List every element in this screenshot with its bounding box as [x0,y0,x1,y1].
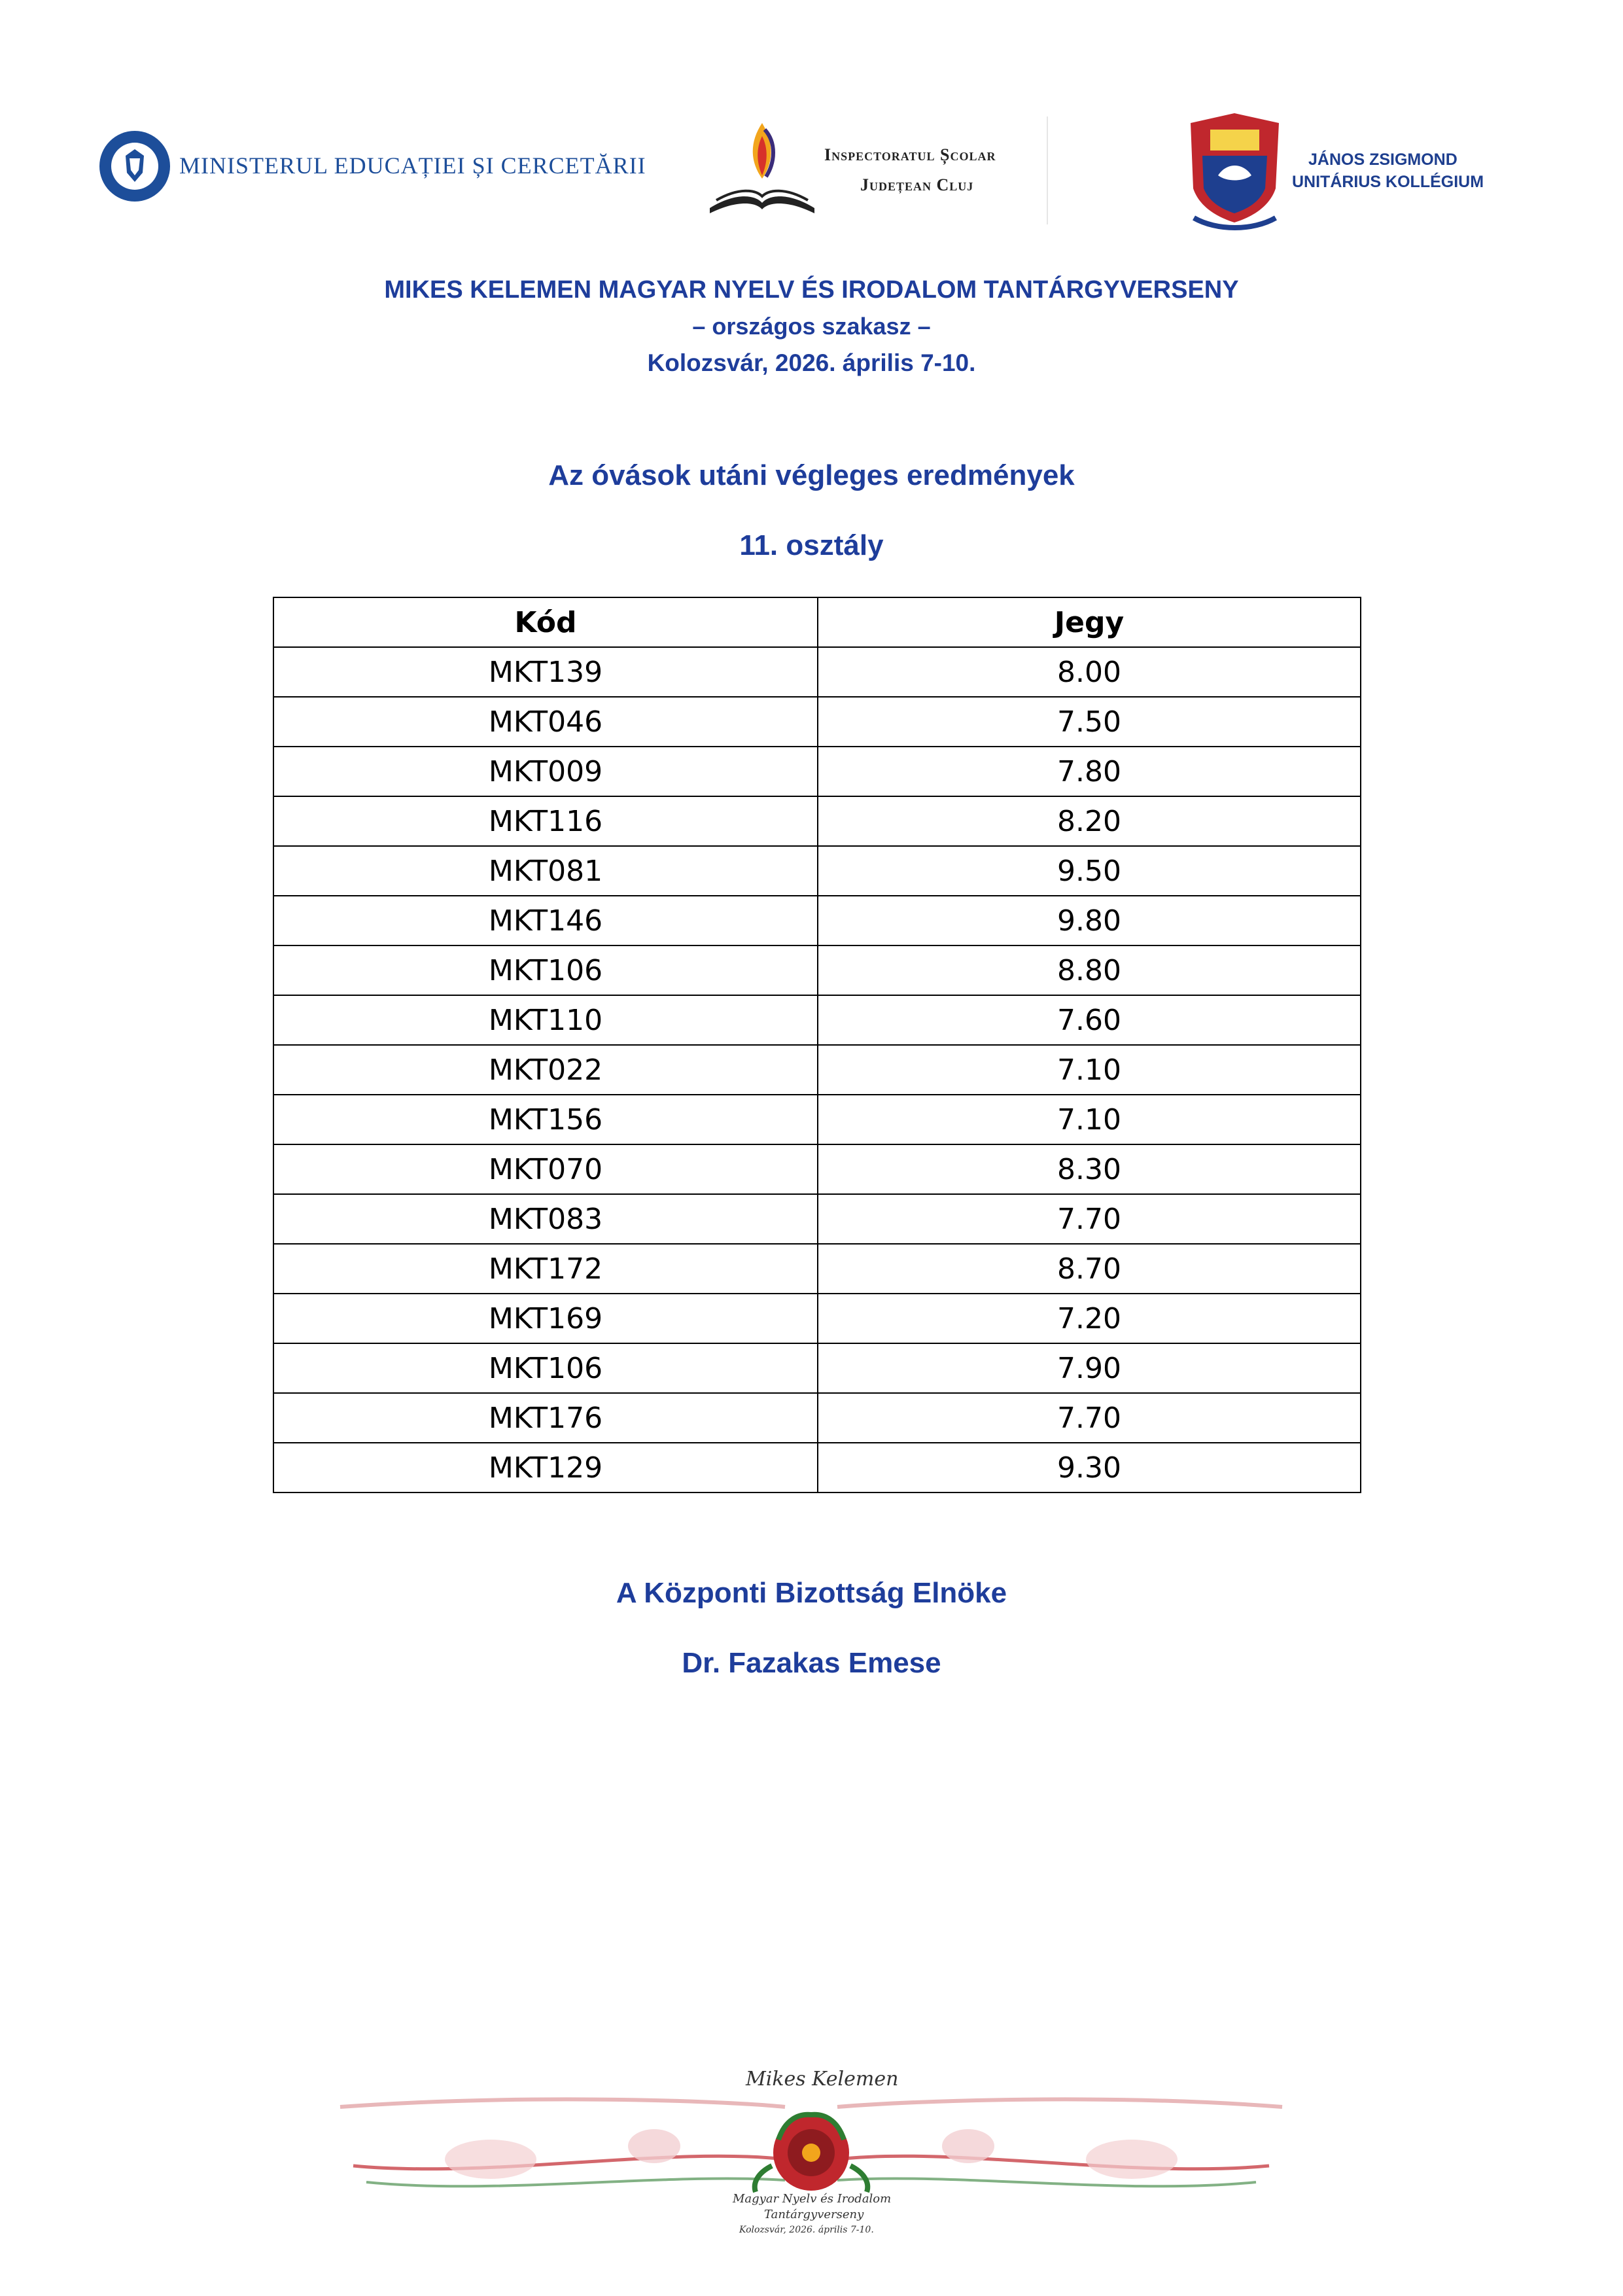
results-table-body [273,647,1361,1492]
grade-cell: 7.70 [818,1393,1361,1443]
college-logo [1184,110,1498,231]
results-table [273,597,1361,1493]
ministry-logo [98,130,646,207]
logo-divider [1047,116,1048,224]
inspectorate-logo [703,116,1056,228]
table-row [273,1343,1361,1393]
grade-cell: 7.60 [818,995,1361,1045]
table-row [273,846,1361,896]
grade-cell: 8.70 [818,1244,1361,1294]
table-row [273,1194,1361,1244]
table-row [273,796,1361,846]
table-row [273,1144,1361,1194]
table-row [273,1045,1361,1095]
code-cell: MKT169 [273,1294,818,1343]
grade-cell: 8.20 [818,796,1361,846]
inspectorate-line2: Județean Cluj [860,175,974,194]
code-cell: MKT009 [273,747,818,796]
grade-cell: 7.20 [818,1294,1361,1343]
college-line2: UNITÁRIUS KOLLÉGIUM [1292,173,1484,191]
table-row [273,647,1361,697]
table-row [273,945,1361,995]
footer-logo-sub3: Kolozsvár, 2026. április 7-10. [739,2225,874,2235]
signature-name: Dr. Fazakas Emese [682,1647,941,1679]
footer-ornament [327,2068,1295,2251]
code-cell: MKT046 [273,697,818,747]
code-cell: MKT176 [273,1393,818,1443]
code-cell: MKT156 [273,1095,818,1144]
inspectorate-line1: Inspectoratul Școlar [824,145,996,164]
results-subtitle: Az óvások utáni végleges eredmények [548,459,1075,491]
table-row [273,697,1361,747]
code-cell: MKT146 [273,896,818,945]
column-header-grade: Jegy [818,597,1361,647]
romanian-government-seal-icon [98,130,171,203]
table-row [273,747,1361,796]
table-row [273,1244,1361,1294]
table-row [273,1294,1361,1343]
college-line1: JÁNOS ZSIGMOND [1308,150,1457,169]
grade-cell: 9.80 [818,896,1361,945]
code-cell: MKT110 [273,995,818,1045]
code-cell: MKT139 [273,647,818,697]
open-book-flame-icon [703,116,821,221]
grade-cell: 7.10 [818,1045,1361,1095]
code-cell: MKT129 [273,1443,818,1492]
grade-cell: 7.70 [818,1194,1361,1244]
code-cell: MKT022 [273,1045,818,1095]
grade-cell: 9.50 [818,846,1361,896]
grade-cell: 8.30 [818,1144,1361,1194]
code-cell: MKT106 [273,945,818,995]
footer-logo-sub1: Magyar Nyelv és Irodalom [733,2192,892,2206]
table-row [273,995,1361,1045]
code-cell: MKT070 [273,1144,818,1194]
table-row [273,1443,1361,1492]
code-cell: MKT083 [273,1194,818,1244]
table-row [273,896,1361,945]
code-cell: MKT116 [273,796,818,846]
grade-cell: 7.50 [818,697,1361,747]
grade-cell: 8.80 [818,945,1361,995]
footer-logo-title: Mikes Kelemen [746,2068,899,2091]
grade-heading: 11. osztály [739,529,884,561]
folk-floral-ornament-icon [327,2068,1295,2251]
code-cell: MKT172 [273,1244,818,1294]
table-header-row [273,597,1361,647]
signature-role: A Központi Bizottság Elnöke [616,1577,1007,1609]
competition-title: MIKES KELEMEN MAGYAR NYELV ÉS IRODALOM TANTÁRGYVERSENY [384,276,1239,304]
grade-cell: 9.30 [818,1443,1361,1492]
table-row [273,1095,1361,1144]
grade-cell: 7.10 [818,1095,1361,1144]
code-cell: MKT081 [273,846,818,896]
competition-location-date: Kolozsvár, 2026. április 7-10. [647,349,976,376]
footer-logo-sub2: Tantárgyverseny [764,2208,864,2221]
grade-cell: 7.90 [818,1343,1361,1393]
code-cell: MKT106 [273,1343,818,1393]
grade-cell: 8.00 [818,647,1361,697]
competition-stage: – országos szakasz – [692,313,931,340]
college-crest-icon [1184,110,1285,231]
ministry-name: MINISTERUL EDUCAȚIEI ȘI CERCETĂRII [179,152,646,179]
table-row [273,1393,1361,1443]
column-header-code: Kód [273,597,818,647]
grade-cell: 7.80 [818,747,1361,796]
